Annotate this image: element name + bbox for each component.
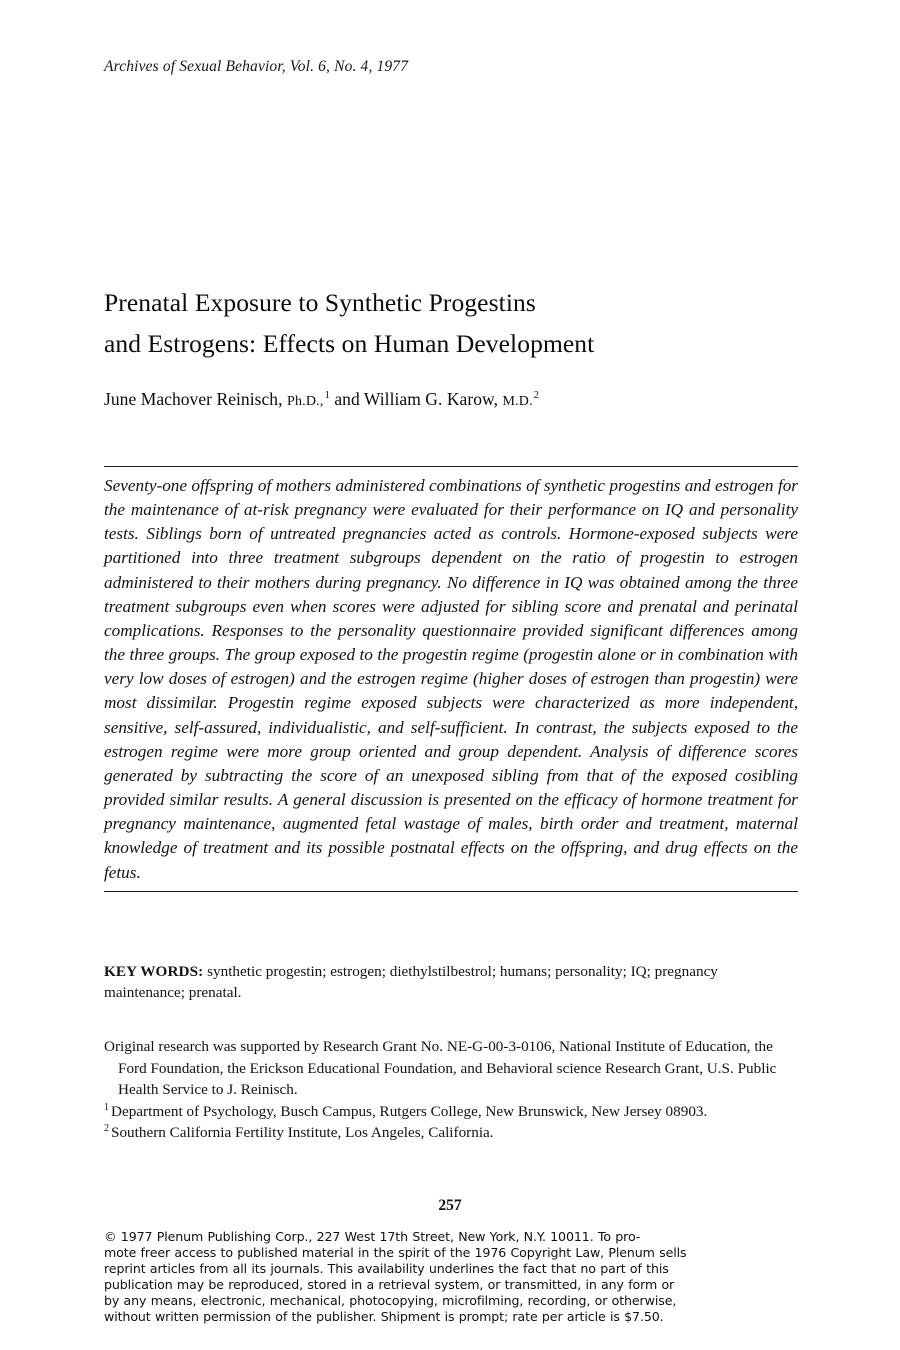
footnote-affiliation-2-text: Southern California Fertility Institute, Los Angeles, California.: [111, 1124, 494, 1142]
footnotes-section: [104, 1036, 798, 1144]
byline-conjunction: and: [334, 389, 360, 409]
copyright-line-5: by any means, electronic, mechanical, photocopying, microfilming, recording, or otherwise,: [104, 1293, 677, 1309]
author-one-affiliation-marker: 1: [324, 390, 330, 402]
author-one-name: June Machover Reinisch,: [104, 389, 283, 409]
copyright-line-3: reprint articles from all its journals. This availability underlines the fact that no part of this: [104, 1261, 669, 1277]
footnote-grant: Original research was supported by Research Grant No. NE-G-00-3-0106, National Institute of Education, the Ford Foundation, the Erickson Educational Foundation, and Behavioral science Research Grant, U.S. Public Health Service to J. Reinisch.: [104, 1038, 777, 1099]
abstract-section: [104, 466, 798, 892]
copyright-notice: [104, 1229, 804, 1326]
author-two-affiliation-marker: 2: [533, 390, 540, 402]
article-title-line-2: and Estrogens: Effects on Human Development: [104, 329, 595, 358]
abstract-top-rule: [104, 466, 798, 467]
copyright-line-4: publication may be reproduced, stored in a retrieval system, or transmitted, in any form or: [104, 1277, 675, 1293]
author-two-name: William G. Karow,: [363, 389, 498, 409]
author-two-degree: M.D.: [502, 394, 533, 409]
footnote-affiliation-2: [104, 1122, 798, 1144]
page-number: 257: [438, 1197, 462, 1214]
article-title: [104, 282, 804, 364]
article-title-line-1: Prenatal Exposure to Synthetic Progestins: [104, 288, 536, 317]
journal-running-head: Archives of Sexual Behavior, Vol. 6, No. 4, 1977: [104, 58, 409, 75]
author-byline: [104, 389, 804, 410]
keywords-label: KEY WORDS:: [104, 963, 204, 980]
copyright-line-2: mote freer access to published material in the spirit of the 1976 Copyright Law, Plenum sells: [104, 1245, 687, 1261]
copyright-line-6: without written permission of the publisher. Shipment is prompt; rate per article is $7.50.: [104, 1309, 664, 1325]
footnote-affiliation-1: [104, 1101, 798, 1123]
copyright-line-1: © 1977 Plenum Publishing Corp., 227 West 17th Street, New York, N.Y. 10011. To pro-: [104, 1229, 641, 1244]
abstract-text: Seventy-one offspring of mothers administered combinations of synthetic progestins and estrogen for the maintenance of at-risk pregnancy were evaluated for their performance on IQ and personality tests. Siblings born of untreated pregnancies acted as controls. Hormone-exposed subjects were partitioned into three treatment subgroups dependent on the ratio of progestin to estrogen administered to their mothers during pregnancy. No difference in IQ was obtained among the three treatment subgroups even when scores were adjusted for sibling score and prenatal and perinatal complications. Responses to the personality questionnaire provided significant differences among the three groups. The group exposed to the progestin regime (progestin alone or in combination with very low doses of estrogen) and the estrogen regime (higher doses of estrogen than progestin) were most dissimilar. Progestin regime exposed subjects were characterized as more independent, sensitive, self-assured, individualistic, and self-sufficient. In contrast, the subjects exposed to the estrogen regime were more group oriented and group dependent. Analysis of difference scores generated by subtracting the score of an unexposed sibling from that of the exposed cosibling provided similar results. A general discussion is presented on the efficacy of hormone treatment for pregnancy maintenance, augmented fetal wastage of males, birth order and treatment, maternal knowledge of treatment and its possible postnatal effects on the offspring, and drug effects on the fetus.: [104, 476, 798, 882]
footnote-marker-1: 1: [104, 1101, 109, 1113]
keywords-list: synthetic progestin; estrogen; diethylstilbestrol; humans; personality; IQ; pregnancy maintenance; prenatal.: [104, 963, 718, 1001]
keywords-section: [104, 961, 798, 1003]
author-one-degree: Ph.D.,: [286, 394, 324, 409]
footnote-marker-2: 2: [104, 1123, 109, 1135]
abstract-bottom-rule: [104, 891, 798, 892]
footnote-affiliation-1-text: Department of Psychology, Busch Campus, Rutgers College, New Brunswick, New Jersey 08903.: [111, 1102, 708, 1120]
